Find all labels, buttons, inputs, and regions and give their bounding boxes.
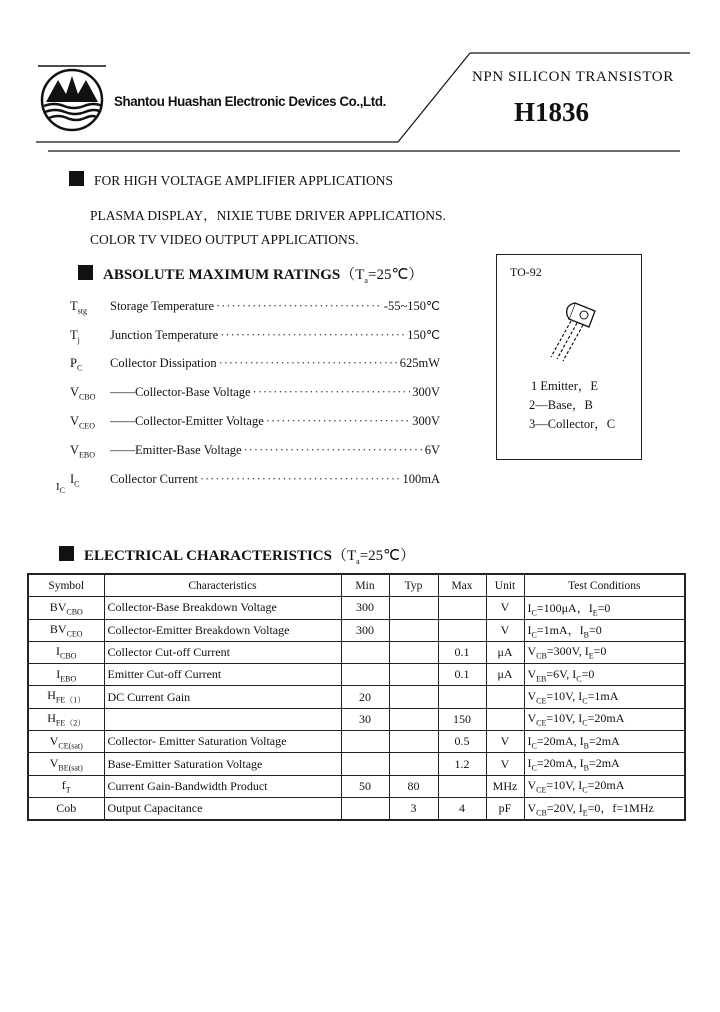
cell-max: 150	[438, 708, 486, 730]
col-min: Min	[341, 574, 389, 597]
table-row	[28, 708, 685, 730]
cell-test-conditions: $I_C=20mA$, $I_B=2mA$	[524, 731, 685, 753]
company-name: Shantou Huashan Electronic Devices Co.,Ltd.	[114, 93, 386, 109]
rating-row-pc: $P_C$ Collector Dissipation ····· 625mW	[70, 356, 440, 373]
cell-characteristics: Collector Cut-off Current	[104, 641, 341, 663]
cell-test-conditions: $V_{CE}=10V$, $I_C=1mA$	[524, 686, 685, 708]
to92-package-icon	[537, 293, 607, 365]
electrical-characteristics-table	[27, 573, 686, 821]
table-row	[28, 664, 685, 686]
cell-min: 20	[341, 686, 389, 708]
col-symbol: Symbol	[28, 574, 104, 597]
feature-line-3: COLOR TV VIDEO OUTPUT APPLICATIONS.	[90, 232, 359, 247]
cell-symbol: $f_T$	[28, 775, 104, 797]
rating-row-tstg: $T_{stg}$ Storage Temperature ····· -55~150℃	[70, 298, 440, 316]
table-row	[28, 775, 685, 797]
cell-typ	[389, 753, 438, 775]
cell-min: 30	[341, 708, 389, 730]
cell-symbol: $V_{BE(sat)}$	[28, 753, 104, 775]
stray-ic-label: $I_C$	[56, 481, 66, 496]
cell-symbol: Cob	[28, 797, 104, 820]
cell-test-conditions: $I_C=20mA$, $I_B=2mA$	[524, 753, 685, 775]
table-row	[28, 753, 685, 775]
cell-characteristics: Output Capacitance	[104, 797, 341, 820]
cell-typ: 80	[389, 775, 438, 797]
table-row	[28, 619, 685, 641]
cell-typ	[389, 641, 438, 663]
table-row	[28, 641, 685, 663]
cell-min	[341, 797, 389, 820]
cell-symbol: $H_{FE(1)}$	[28, 686, 104, 708]
cell-typ	[389, 619, 438, 641]
cell-typ: 3	[389, 797, 438, 820]
bullet-square-icon	[69, 171, 84, 186]
table-row	[28, 597, 685, 619]
package-box	[496, 254, 642, 460]
table-header-row	[28, 574, 685, 597]
cell-typ	[389, 731, 438, 753]
cell-test-conditions: $V_{CE}=10V$, $I_C=20mA$	[524, 708, 685, 730]
cell-characteristics: Collector-Emitter Breakdown Voltage	[104, 619, 341, 641]
cell-characteristics	[104, 708, 341, 730]
header-rule	[0, 50, 720, 160]
cell-test-conditions: $V_{CB}=20V$, $I_E=0$，f=1MHz	[524, 797, 685, 820]
cell-characteristics: Emitter Cut-off Current	[104, 664, 341, 686]
cell-unit: μA	[486, 664, 524, 686]
cell-unit: V	[486, 753, 524, 775]
rating-row-vceo: $V_{CEO}$ ——Collector-Emitter Voltage ····· 300V	[70, 414, 440, 431]
part-number: H1836	[514, 97, 590, 127]
feature-line-1: FOR HIGH VOLTAGE AMPLIFIER APPLICATIONS	[69, 171, 393, 189]
cell-max: 0.1	[438, 664, 486, 686]
bullet-square-icon	[59, 546, 74, 561]
cell-test-conditions: $V_{EB}=6V$, $I_C=0$	[524, 664, 685, 686]
package-name: TO-92	[510, 265, 542, 279]
cell-max	[438, 775, 486, 797]
col-unit: Unit	[486, 574, 524, 597]
cell-max: 0.1	[438, 641, 486, 663]
cell-test-conditions: $I_C=1mA$，$I_B=0$	[524, 619, 685, 641]
cell-test-conditions: $V_{CB}=300V$, $I_E=0$	[524, 641, 685, 663]
cell-max	[438, 686, 486, 708]
cell-unit: MHz	[486, 775, 524, 797]
cell-symbol: $V_{CE(sat)}$	[28, 731, 104, 753]
cell-typ	[389, 708, 438, 730]
cell-characteristics: Collector- Emitter Saturation Voltage	[104, 731, 341, 753]
pin-2-label: 2—Base，B	[529, 398, 593, 412]
col-typ: Typ	[389, 574, 438, 597]
cell-symbol: $H_{FE(2)}$	[28, 708, 104, 730]
cell-unit: μA	[486, 641, 524, 663]
cell-min: 300	[341, 597, 389, 619]
cell-max: 4	[438, 797, 486, 820]
cell-symbol: $I_{CBO}$	[28, 641, 104, 663]
elec-heading: ELECTRICAL $CHARACTERISTICS(T_a=25℃)$	[59, 544, 415, 566]
cell-typ	[389, 597, 438, 619]
cell-symbol: $I_{EBO}$	[28, 664, 104, 686]
rating-row-tj: $T_j$ Junction Temperature ····· 150℃	[70, 327, 440, 345]
cell-min: 300	[341, 619, 389, 641]
cell-characteristics: Base-Emitter Saturation Voltage	[104, 753, 341, 775]
device-type: NPN SILICON TRANSISTOR	[472, 69, 674, 85]
col-characteristics: Characteristics	[104, 574, 341, 597]
table-row	[28, 686, 685, 708]
cell-unit	[486, 708, 524, 730]
cell-typ	[389, 664, 438, 686]
pin-1-label: 1 Emitter，E	[531, 379, 598, 393]
cell-min	[341, 641, 389, 663]
cell-max: 1.2	[438, 753, 486, 775]
cell-test-conditions: $I_C=100\mu A$，$I_E=0$	[524, 597, 685, 619]
cell-unit: pF	[486, 797, 524, 820]
cell-unit: V	[486, 597, 524, 619]
cell-min	[341, 731, 389, 753]
rating-row-vcbo: $V_{CBO}$ ——Collector-Base Voltage ····· 300V	[70, 385, 440, 402]
cell-characteristics: Collector-Base Breakdown Voltage	[104, 597, 341, 619]
bullet-square-icon	[78, 265, 93, 280]
col-test-conditions: Test Conditions	[524, 574, 685, 597]
rating-row-vebo: $V_{EBO}$ ——Emitter-Base Voltage ····· 6V	[70, 443, 440, 460]
cell-characteristics: DC Current Gain	[104, 686, 341, 708]
cell-unit: V	[486, 731, 524, 753]
cell-min	[341, 664, 389, 686]
cell-characteristics: Current Gain-Bandwidth Product	[104, 775, 341, 797]
rating-row-ic: $I_C$ Collector Current ····· 100mA	[70, 472, 440, 489]
cell-max: 0.5	[438, 731, 486, 753]
cell-typ	[389, 686, 438, 708]
cell-unit	[486, 686, 524, 708]
col-max: Max	[438, 574, 486, 597]
cell-max	[438, 597, 486, 619]
table-row	[28, 731, 685, 753]
cell-unit: V	[486, 619, 524, 641]
abs-max-heading: ABSOLUTE MAXIMUM $RATINGS(T_a=25℃)$	[78, 263, 423, 285]
pin-3-label: 3—Collector，C	[529, 417, 616, 431]
feature-line-2: PLASMA DISPLAY，NIXIE TUBE DRIVER APPLICATIONS.	[90, 208, 446, 223]
cell-test-conditions: $V_{CE}=10V$, $I_C=20mA$	[524, 775, 685, 797]
cell-symbol: $BV_{CBO}$	[28, 597, 104, 619]
cell-symbol: $BV_{CEO}$	[28, 619, 104, 641]
cell-min: 50	[341, 775, 389, 797]
cell-max	[438, 619, 486, 641]
cell-min	[341, 753, 389, 775]
table-row	[28, 797, 685, 820]
